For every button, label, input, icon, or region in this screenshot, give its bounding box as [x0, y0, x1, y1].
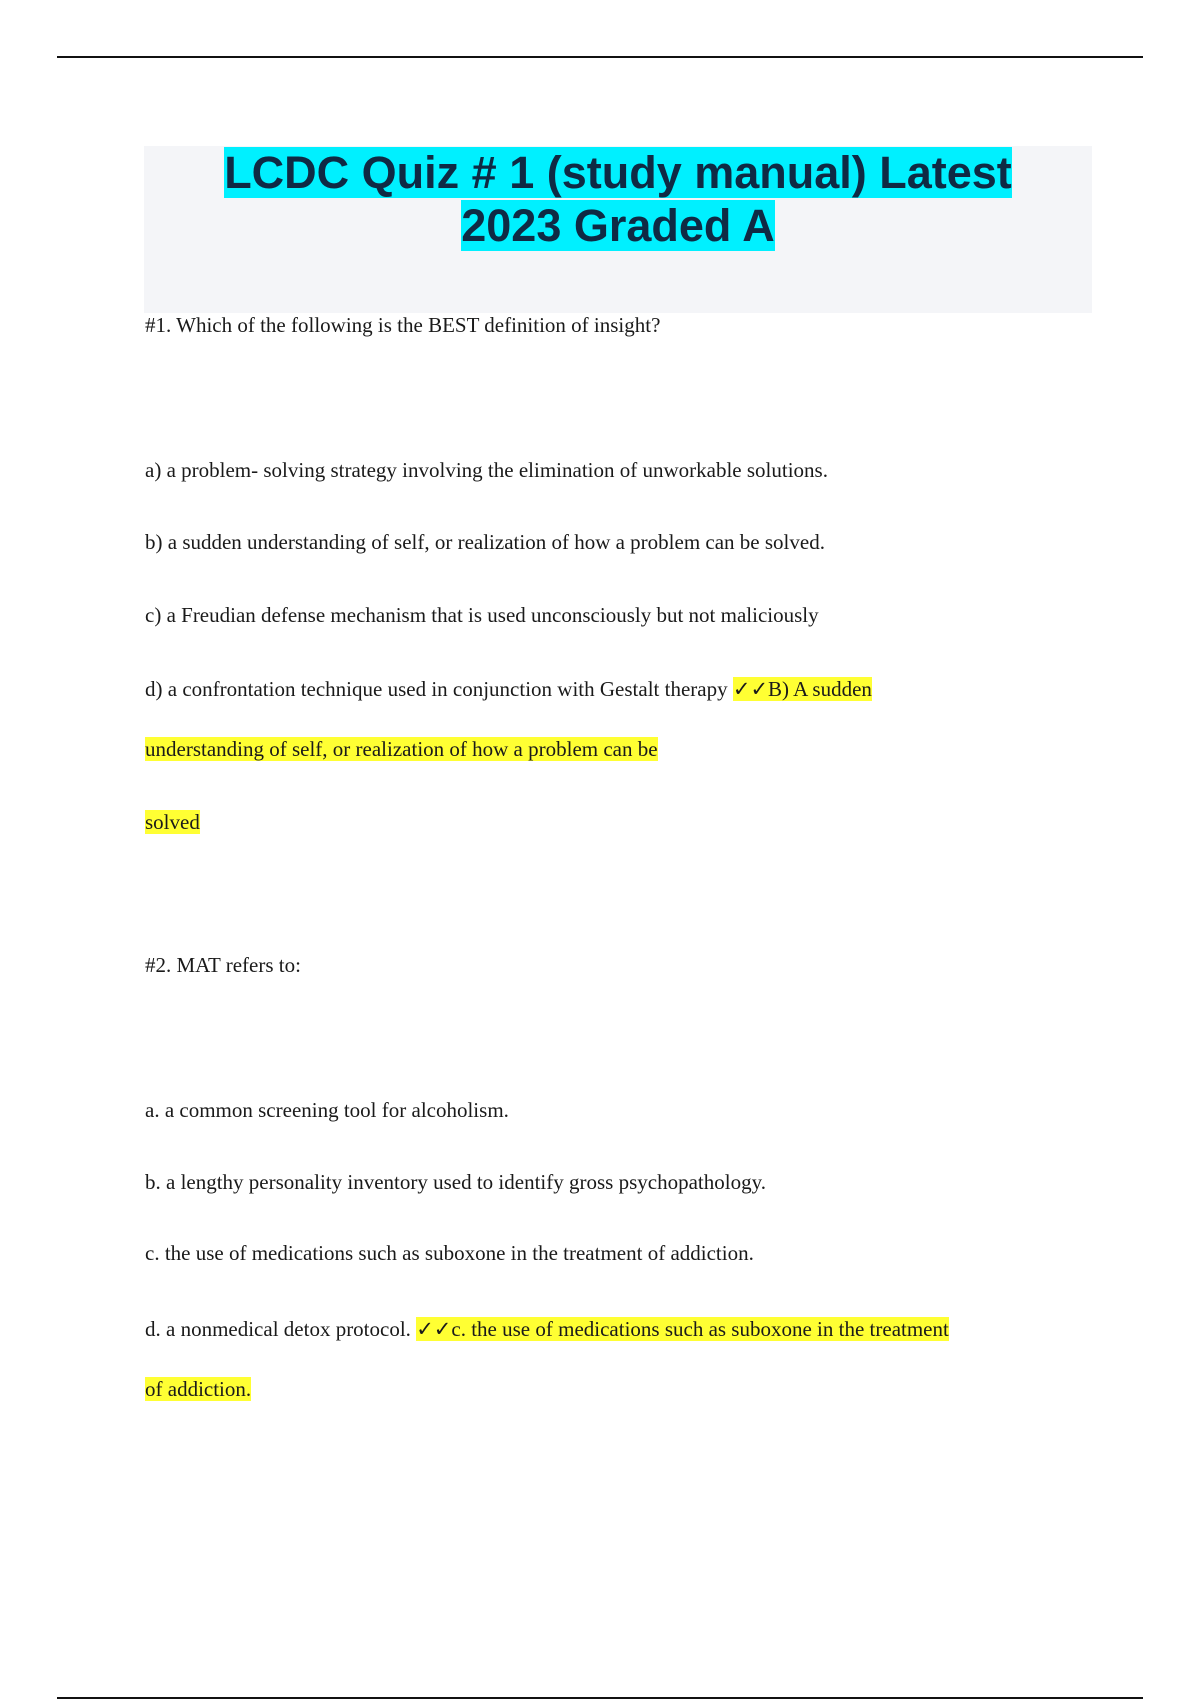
q1-answer-line2 [145, 735, 658, 763]
q2-question: #2. MAT refers to: [145, 953, 301, 977]
q1-option-b: b) a sudden understanding of self, or realization of how a problem can be solved. [145, 530, 825, 554]
q2-answer-line2 [145, 1375, 251, 1403]
q2-option-d-row [145, 1315, 949, 1343]
q2-option-c: c. the use of medications such as suboxone in the treatment of addiction. [145, 1241, 754, 1265]
q1-answer-part1: B) A sudden [768, 677, 872, 701]
top-rule [57, 56, 1143, 58]
q2-answer-highlight [416, 1317, 949, 1341]
q1-question: #1. Which of the following is the BEST definition of insight? [145, 313, 661, 337]
q1-answer-line3 [145, 808, 200, 836]
q1-option-c: c) a Freudian defense mechanism that is used unconsciously but not maliciously [145, 603, 819, 627]
q2-option-b: b. a lengthy personality inventory used to identify gross psychopathology. [145, 1170, 766, 1194]
check-mark-icon: ✓✓ [732, 677, 769, 701]
q1-option-d: d) a confrontation technique used in conjunction with Gestalt therapy [145, 677, 728, 701]
q1-answer-part3: solved [145, 810, 200, 834]
q1-option-d-row [145, 675, 872, 703]
q2-answer-part2: of addiction. [145, 1377, 252, 1401]
q2-option-d: d. a nonmedical detox protocol. [145, 1317, 411, 1341]
q1-option-a: a) a problem- solving strategy involving the elimination of unworkable solutions. [145, 458, 828, 482]
q2-answer-part1: c. the use of medications such as suboxone in the treatment [451, 1317, 949, 1341]
q2-option-a: a. a common screening tool for alcoholism. [145, 1098, 509, 1122]
q1-answer-highlight [733, 677, 872, 701]
title-line-1: LCDC Quiz # 1 (study manual) Latest [224, 147, 1012, 198]
check-mark-icon: ✓✓ [416, 1317, 452, 1341]
bottom-rule [57, 1697, 1143, 1699]
title-line-2: 2023 Graded A [461, 200, 775, 251]
q1-answer-part2: understanding of self, or realization of how a problem can be [145, 737, 658, 761]
document-title [144, 146, 1092, 252]
